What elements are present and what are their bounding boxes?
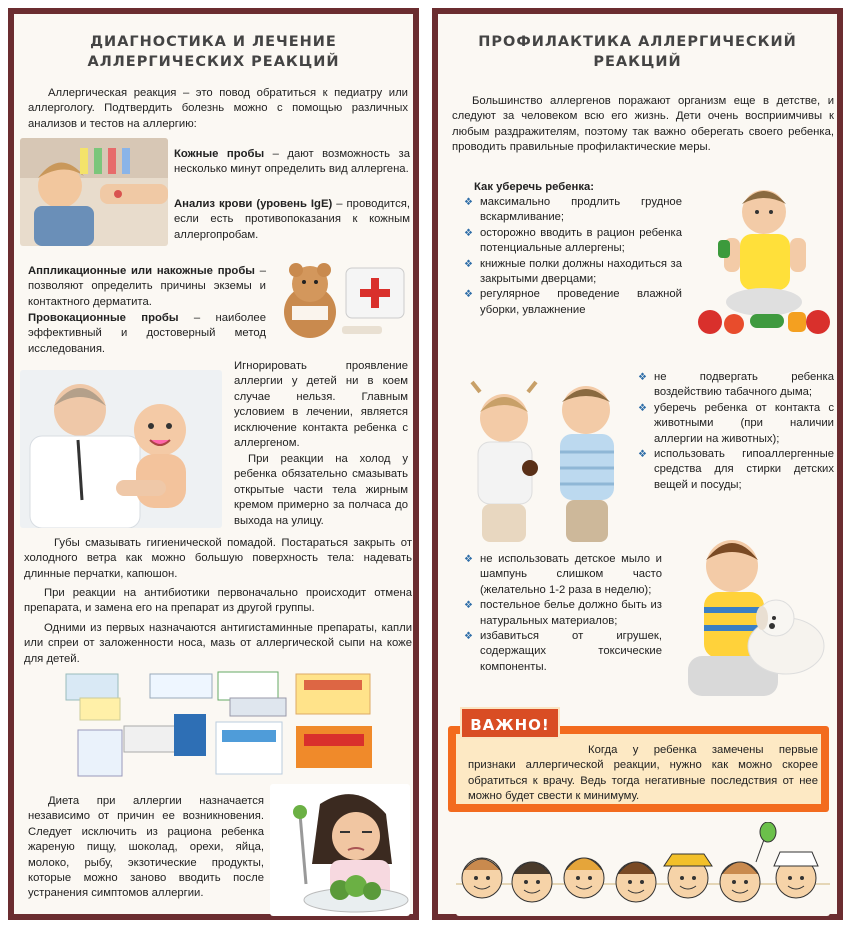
- list-item: [638, 370, 834, 401]
- list-item: [464, 226, 682, 257]
- prevention-list-1: [464, 195, 682, 318]
- list-item: [638, 401, 834, 447]
- right-panel-title: [438, 32, 837, 72]
- ignore-allergy-paragraph: Игнорировать проявление аллергии у детей ни в коем случае нельзя. Главным условием в лечении, является исключение контакта ребенка с аллергеном.: [234, 360, 408, 450]
- medicines-image: [56, 668, 386, 782]
- antihistamines-paragraph: Одними из первых назначаются антигистаминные препараты, капли или спреи от заложенности носа, мазь от аллергической сыпи на коже для детей.: [24, 622, 412, 665]
- skin-tests-term: Кожные пробы: [174, 148, 265, 160]
- list-item: [464, 195, 682, 226]
- howto-heading: Как уберечь ребенка:: [474, 181, 595, 193]
- diamond-bullet-icon: ❖: [464, 227, 473, 239]
- blood-test-term: Анализ крови (уровень IgE): [174, 198, 333, 210]
- list-item-text: максимально продлить грудное вскармливание;: [480, 196, 682, 224]
- skin-tests-paragraph: [174, 147, 410, 178]
- list-item-text: использовать гипоаллергенные средства для стирки детских вещей и посуды;: [654, 448, 834, 491]
- diamond-bullet-icon: ❖: [638, 402, 647, 414]
- doctor-with-baby-photo: [20, 370, 222, 528]
- list-item-text: постельное белье должно быть из натуральных материалов;: [480, 599, 662, 627]
- list-item: [464, 629, 662, 675]
- application-tests-paragraph: [28, 264, 266, 310]
- diamond-bullet-icon: ❖: [638, 372, 647, 383]
- left-panel-diagnostics: [8, 8, 419, 920]
- application-tests-term: Аппликационные или накожные пробы: [28, 265, 255, 277]
- left-panel-title: [14, 32, 413, 72]
- list-item-text: не подвергать ребенка воздействию табачного дыма;: [654, 371, 834, 399]
- diamond-bullet-icon: ❖: [464, 258, 473, 270]
- skin-tests-text: – дают возможность за несколько минут определить вид аллергена.: [174, 148, 410, 176]
- girl-with-broccoli-photo: [270, 784, 410, 916]
- toddler-with-vegetables-photo: [688, 174, 836, 340]
- prevention-list-2: [638, 370, 834, 493]
- important-notice-text: Когда у ребенка замечены первые признаки аллергической реакции, нужно как можно скорее обратиться к врачу. Ведь тогда негативные последствия от нее можно будет свести к минимуму.: [468, 744, 818, 803]
- list-item-text: книжные полки должны находиться за закрытыми дверцами;: [480, 257, 682, 286]
- diamond-bullet-icon: ❖: [464, 197, 473, 208]
- left-intro-paragraph: Аллергическая реакция – это повод обратиться к педиатру или аллергологу. Подтвердить болезнь можно с помощью различных анализов и тестов на аллергию:: [28, 87, 408, 130]
- diamond-bullet-icon: ❖: [464, 600, 473, 612]
- right-title-line-1: ПРОФИЛАКТИКА АЛЛЕРГИЧЕСКИЙ: [478, 34, 797, 50]
- list-item: [464, 598, 662, 629]
- antibiotics-paragraph: При реакции на антибиотики первоначально происходит отмена препарата, и замена его на препарат из другой группы.: [24, 587, 412, 615]
- list-item-text: не использовать детское мыло и шампунь слишком часто (желательно 1-2 раза в неделю);: [480, 553, 662, 596]
- application-tests-text: – позволяют определить причины экземы и контактного дерматита.: [28, 265, 266, 308]
- teddy-bear-first-aid-image: [272, 254, 412, 350]
- prevention-list-3: [464, 552, 662, 675]
- diet-paragraph: Диета при аллергии назначается независимо от причин ее возникновения. Следует исключить из рациона ребенка жареную пищу, шоколад, орехи, яйца, молоко, рыбу, экзотические продукты, которые можно заново вводить после устранения симптомов аллергии.: [28, 795, 264, 900]
- right-intro-paragraph: Большинство аллергенов поражают организм еще в детстве, и следуют за человеком всю его жизнь. Дети очень восприимчивы к любым раздражителям, поэтому так важно оберегать своего ребенка, проводить правильные профилактические меры.: [452, 95, 834, 154]
- diamond-bullet-icon: ❖: [464, 554, 473, 565]
- list-item: [464, 257, 682, 288]
- blood-test-text: – проводится, если есть противопоказания к кожным аллергопробам.: [174, 198, 410, 241]
- list-item-text: уберечь ребенка от контакта с животными (при наличии аллергии на животных);: [654, 401, 834, 445]
- list-item-text: избавиться от игрушек, содержащих токсические компоненты.: [480, 630, 662, 673]
- boy-with-puppy-photo: [666, 526, 836, 702]
- left-title-line-1: ДИАГНОСТИКА И ЛЕЧЕНИЕ: [90, 34, 337, 50]
- left-title-line-2: АЛЛЕРГИЧЕСКИХ РЕАКЦИЙ: [87, 54, 340, 70]
- list-item: [464, 552, 662, 598]
- diamond-bullet-icon: ❖: [464, 289, 473, 301]
- right-panel-prevention: [432, 8, 843, 920]
- list-item: [464, 287, 682, 318]
- right-title-line-2: РЕАКЦИЙ: [593, 54, 682, 70]
- list-item-text: осторожно вводить в рацион ребенка потенциальные аллергены;: [480, 226, 682, 255]
- lips-paragraph: Губы смазывать гигиенической помадой. Постараться закрыть от холодного ветра как можно большую поверхность тела: надевать длинные перчатки, капюшон.: [24, 537, 412, 580]
- important-label: ВАЖНО!: [460, 707, 560, 739]
- list-item: [638, 447, 834, 493]
- provocation-tests-text: – наиболее эффективный и достоверный метод исследования.: [28, 312, 267, 355]
- provocation-tests-term: Провокационные пробы: [28, 312, 179, 324]
- diamond-bullet-icon: ❖: [464, 631, 473, 643]
- list-item-text: регулярное проведение влажной уборки, увлажнение: [480, 288, 682, 316]
- two-toddlers-photo: [458, 372, 630, 546]
- skin-test-photo: [20, 138, 168, 246]
- cartoon-children-illustration: [456, 822, 830, 916]
- blood-test-paragraph: [174, 197, 410, 243]
- cold-reaction-paragraph: При реакции на холод у ребенка обязательно смазывать открытые части тела жирным кремом примерно за полчаса до выхода на улицу.: [234, 453, 408, 527]
- provocation-tests-paragraph: [28, 311, 266, 357]
- diamond-bullet-icon: ❖: [638, 449, 647, 461]
